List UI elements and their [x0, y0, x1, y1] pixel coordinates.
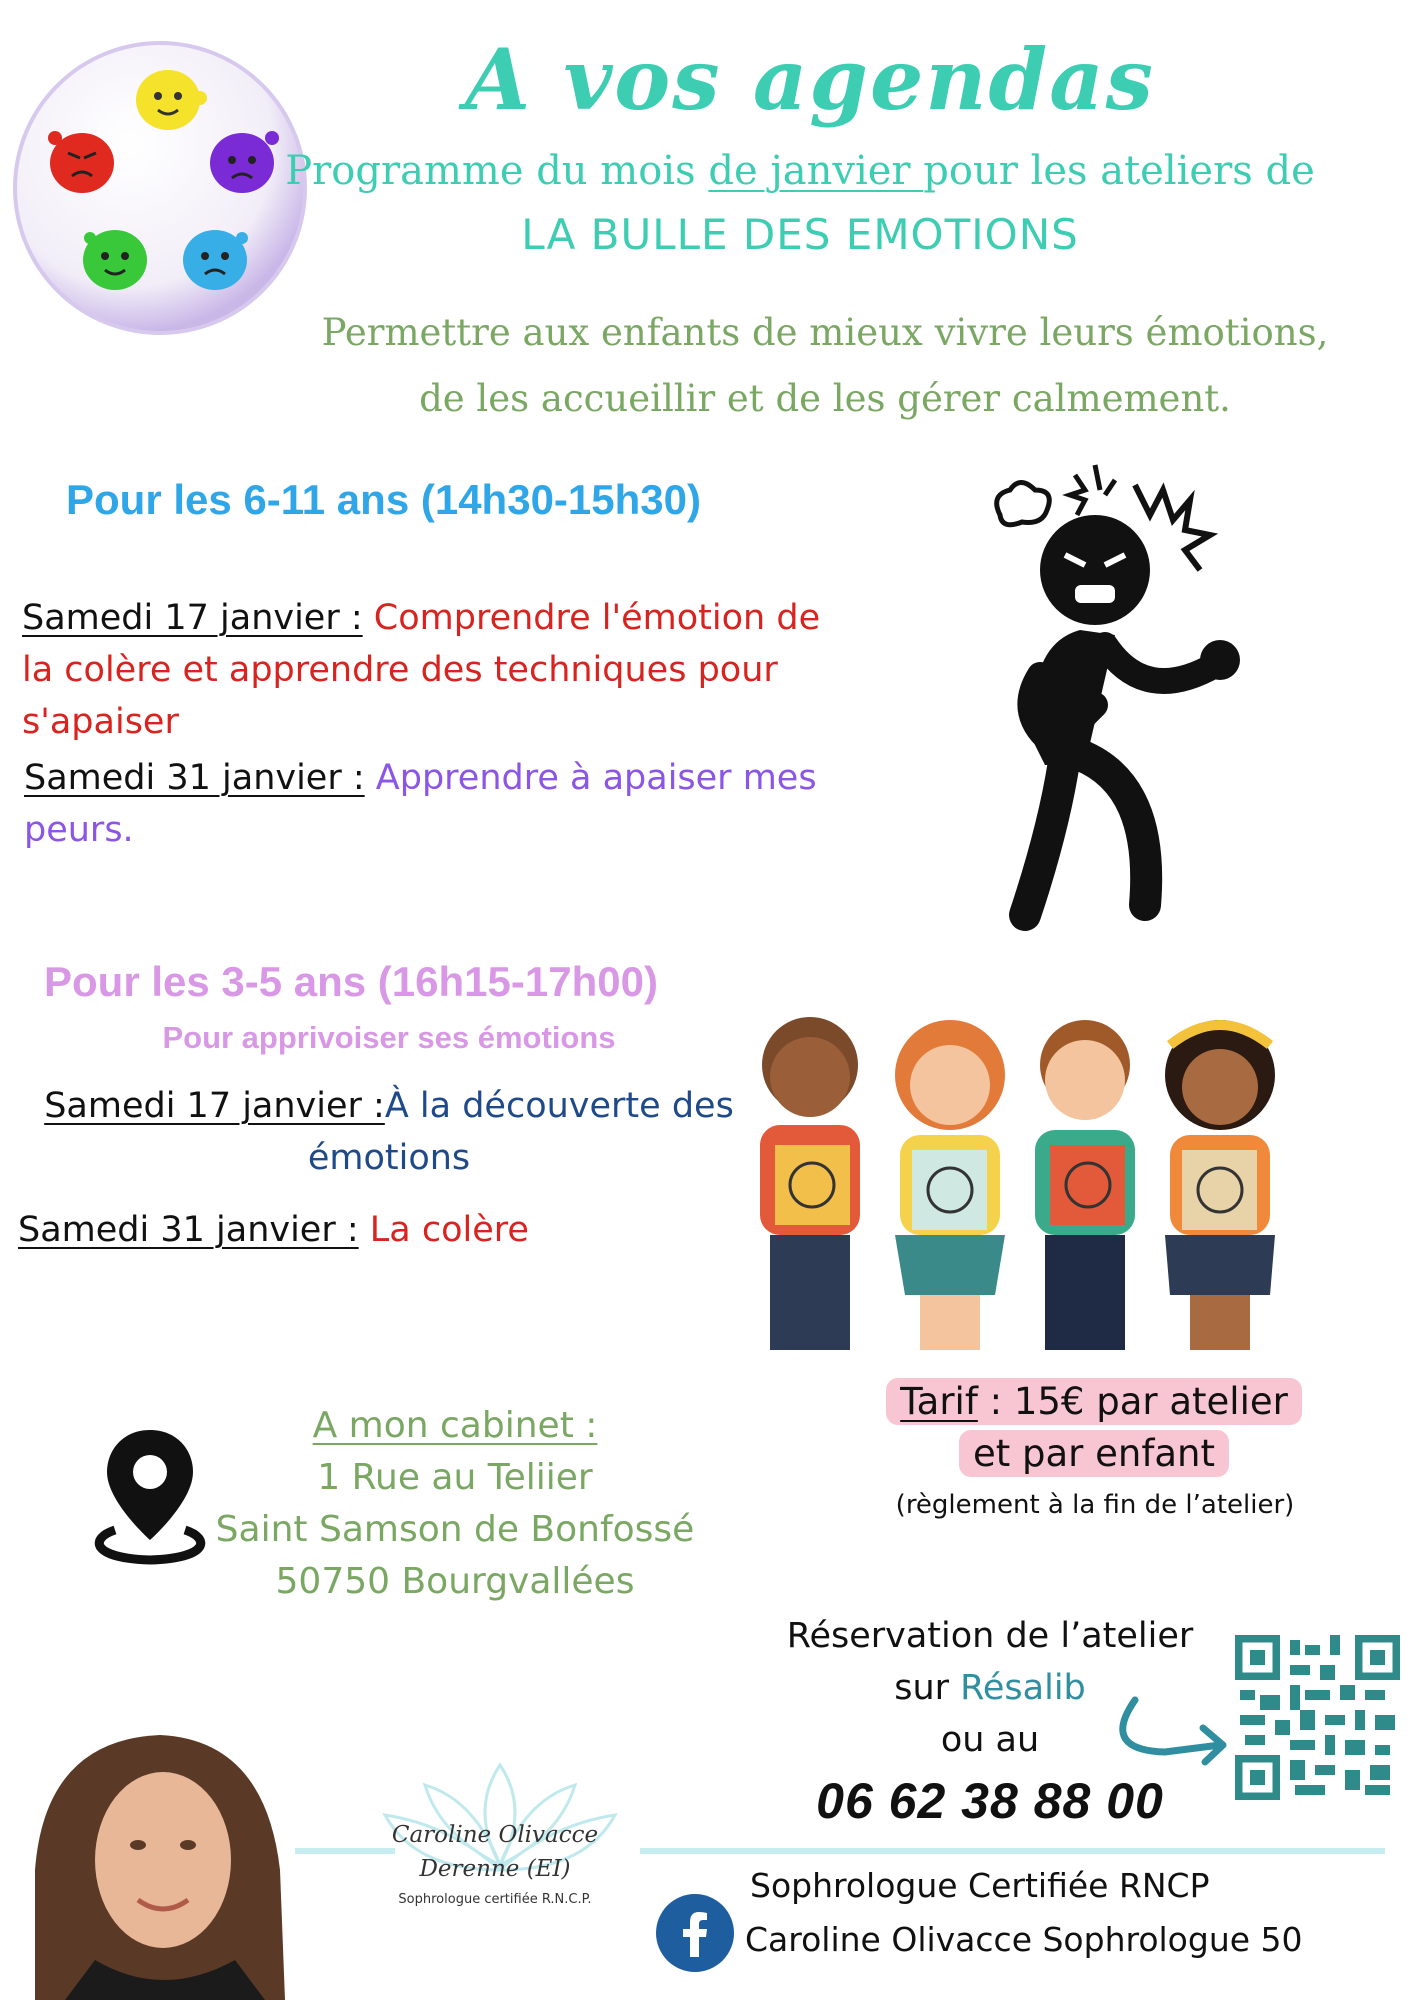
phone-number[interactable]: 06 62 38 88 00	[816, 1773, 1164, 1829]
tarif-price: : 15€ par atelier	[977, 1380, 1288, 1423]
tagline-line-2: de les accueillir et de les gérer calmement.	[419, 377, 1231, 420]
tarif-line-1	[886, 1378, 1302, 1425]
event-date: Samedi 17 janvier :	[44, 1086, 385, 1126]
reservation-line-1: Réservation de l’atelier	[786, 1616, 1194, 1656]
address-line-3: 50750 Bourgvallées	[275, 1561, 635, 1602]
program-subtitle	[270, 148, 1330, 194]
subtitle-text-1: Programme du mois	[285, 148, 709, 194]
portrait-photo	[35, 1700, 285, 2000]
event-date: Samedi 31 janvier :	[24, 758, 365, 798]
curved-arrow-icon	[1105, 1690, 1235, 1780]
reservation-sur: sur	[894, 1668, 961, 1708]
reservation-line-3: ou au	[940, 1720, 1040, 1760]
resalib-link[interactable]: Résalib	[960, 1668, 1086, 1708]
event-3-5-1	[44, 1080, 734, 1184]
footer-facebook-page[interactable]: Caroline Olivacce Sophrologue 50	[745, 1920, 1303, 1959]
event-desc: Apprendre à apaiser mes peurs.	[24, 758, 817, 850]
section-6-11-title: Pour les 6-11 ans (14h30-15h30)	[66, 476, 701, 523]
tarif-label: Tarif	[900, 1380, 978, 1423]
page-title: A vos agendas	[465, 30, 1155, 129]
event-date: Samedi 17 janvier :	[22, 598, 363, 638]
footer-divider-right	[640, 1848, 1385, 1854]
event-desc: La colère	[369, 1210, 529, 1250]
event-3-5-2	[18, 1204, 778, 1256]
qr-code[interactable]	[1235, 1635, 1400, 1800]
facebook-icon[interactable]	[655, 1893, 735, 1973]
subtitle-text-2: pour les ateliers de	[923, 148, 1315, 194]
kids-emotions-illustration	[740, 1005, 1310, 1350]
address-block	[210, 1400, 700, 1608]
address-line-1: 1 Rue au Teliier	[317, 1457, 593, 1498]
tarif-block	[874, 1376, 1314, 1480]
address-line-2: Saint Samson de Bonfossé	[215, 1509, 695, 1550]
logo-subtitle: Sophrologue certifiée R.N.C.P.	[398, 1892, 592, 1907]
footer-certification: Sophrologue Certifiée RNCP	[750, 1866, 1210, 1905]
event-desc: Comprendre l'émotion de la colère et apprendre des techniques pour s'apaiser	[22, 598, 821, 742]
emotion-bubble-illustration	[10, 38, 310, 338]
location-pin-icon	[85, 1420, 215, 1570]
workshop-name: LA BULLE DES EMOTIONS	[521, 210, 1079, 259]
tarif-note: (règlement à la fin de l’atelier)	[895, 1490, 1295, 1520]
logo-name	[380, 1818, 610, 1886]
event-date: Samedi 31 janvier :	[18, 1210, 359, 1250]
tagline	[230, 300, 1414, 432]
event-6-11-2	[24, 752, 864, 856]
logo-name-line-1: Caroline Olivacce	[391, 1822, 599, 1848]
angry-person-illustration	[985, 445, 1265, 935]
section-3-5-title: Pour les 3-5 ans (16h15-17h00)	[44, 958, 658, 1005]
event-6-11-1	[22, 592, 862, 748]
section-3-5-subtitle: Pour apprivoiser ses émotions	[162, 1020, 616, 1055]
tarif-line-2: et par enfant	[959, 1430, 1229, 1477]
logo-name-line-2: Derenne (EI)	[419, 1856, 571, 1882]
event-desc: À la découverte des émotions	[307, 1086, 734, 1178]
address-heading: A mon cabinet :	[312, 1405, 598, 1446]
subtitle-month: de janvier	[708, 148, 924, 194]
tagline-line-1: Permettre aux enfants de mieux vivre leurs émotions,	[321, 311, 1329, 354]
